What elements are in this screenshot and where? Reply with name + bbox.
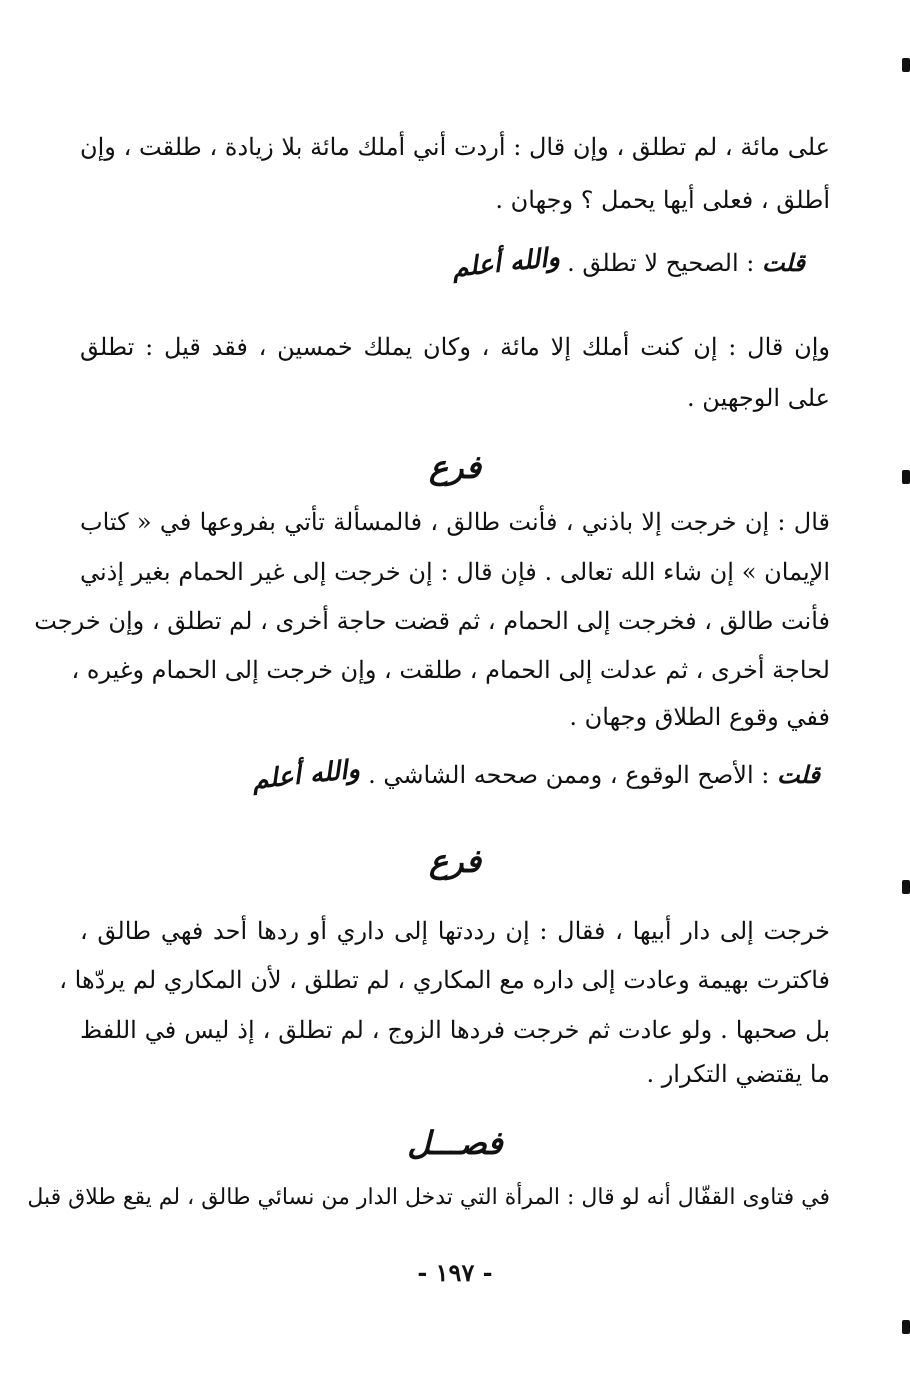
- edge-mark: [902, 880, 910, 894]
- edge-mark: [902, 58, 910, 72]
- section-heading: فرع: [428, 842, 482, 880]
- text-line: على مائة ، لم تطلق ، وإن قال : أردت أني أملك مائة بلا زيادة ، طلقت ، وإن: [80, 133, 830, 161]
- note-text: : الأصح الوقوع ، وممن صححه الشاشي .: [368, 761, 770, 789]
- note-text: : الصحيح لا تطلق .: [567, 249, 755, 277]
- text-line: قال : إن خرجت إلا باذني ، فأنت طالق ، فالمسألة تأتي بفروعها في « كتاب: [80, 508, 830, 536]
- text-line: أطلق ، فعلى أيها يحمل ؟ وجهان .: [495, 186, 830, 214]
- text-line: الإيمان » إن شاء الله تعالى . فإن قال : إن خرجت إلى غير الحمام بغير إذني: [80, 558, 830, 586]
- page-number: - ١٩٧ -: [417, 1258, 493, 1287]
- section-heading: فصـــل: [407, 1124, 503, 1162]
- text-line: ففي وقوع الطلاق وجهان .: [569, 703, 830, 731]
- text-line: على الوجهين .: [687, 384, 830, 412]
- section-heading: فرع: [428, 448, 482, 486]
- note-label: قلت: [777, 760, 820, 789]
- edge-mark: [902, 1320, 910, 1334]
- note-label: قلت: [762, 248, 805, 277]
- note-line: [251, 754, 820, 796]
- text-line: خرجت إلى دار أبيها ، فقال : إن رددتها إلى داري أو ردها أحد فهي طالق ،: [80, 917, 830, 945]
- text-line: ما يقتضي التكرار .: [646, 1060, 830, 1088]
- note-line: [450, 242, 805, 284]
- edge-mark: [902, 470, 910, 484]
- text-line: وإن قال : إن كنت أملك إلا مائة ، وكان يملك خمسين ، فقد قيل : تطلق: [80, 333, 830, 361]
- text-line: بل صحبها . ولو عادت ثم خرجت فردها الزوج ، لم تطلق ، إذ ليس في اللفظ: [80, 1016, 830, 1044]
- text-line: فأنت طالق ، فخرجت إلى الحمام ، ثم قضت حاجة أخرى ، لم تطلق ، وإن خرجت: [34, 607, 830, 635]
- text-line: لحاجة أخرى ، ثم عدلت إلى الحمام ، طلقت ، وإن خرجت إلى الحمام وغيره ،: [71, 656, 830, 684]
- text-line: فاكترت بهيمة وعادت إلى داره مع المكاري ، لم تطلق ، لأن المكاري لم يردّها ،: [59, 966, 830, 994]
- closing-phrase: والله أعلم: [450, 242, 561, 284]
- text-line: في فتاوى القفّال أنه لو قال : المرأة التي تدخل الدار من نسائي طالق ، لم يقع طلاق قبل: [27, 1185, 830, 1210]
- closing-phrase: والله أعلم: [251, 754, 362, 796]
